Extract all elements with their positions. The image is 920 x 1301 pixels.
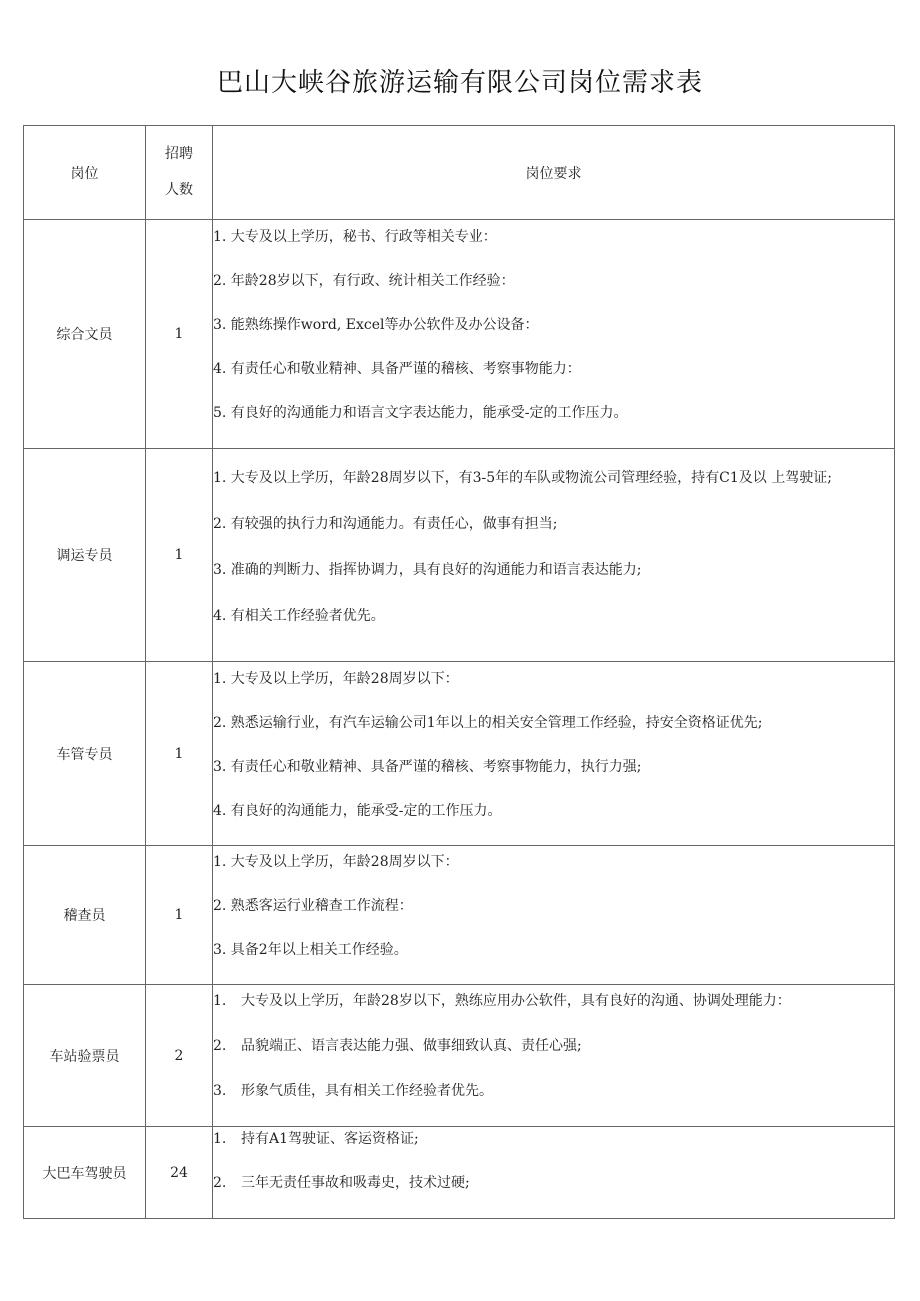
requirements-cell bbox=[213, 1127, 895, 1219]
header-count-line1: 招聘 bbox=[165, 146, 193, 162]
requirement-number: 2. bbox=[213, 1175, 227, 1191]
requirements-cell bbox=[213, 985, 895, 1127]
table-row bbox=[24, 1127, 895, 1219]
requirement-item: 3. 准确的判断力、指挥协调力，具有良好的沟通能力和语言表达能力; bbox=[213, 561, 642, 578]
table-row bbox=[24, 662, 895, 846]
requirement-text: 三年无责任事故和吸毒史，技术过硬; bbox=[241, 1175, 470, 1191]
position-cell: 大巴车驾驶员 bbox=[24, 1127, 146, 1219]
requirement-number: 2. bbox=[213, 1038, 227, 1054]
requirements-cell bbox=[213, 449, 895, 662]
requirement-item: 4. 有相关工作经验者优先。 bbox=[213, 607, 385, 624]
requirement-item bbox=[213, 1173, 894, 1193]
requirement-item: 1. 大专及以上学历，秘书、行政等相关专业： bbox=[213, 229, 497, 245]
requirement-item: 2. 熟悉客运行业稽查工作流程： bbox=[213, 898, 413, 914]
requirement-item: 2. 熟悉运输行业，有汽车运输公司1年以上的相关安全管理工作经验，持安全资格证优先; bbox=[213, 714, 763, 731]
requirement-text: 大专及以上学历，年龄28岁以下，熟练应用办公软件，具有良好的沟通、协调处理能力： bbox=[241, 993, 791, 1009]
requirement-item bbox=[213, 1129, 894, 1149]
requirement-number: 3. bbox=[213, 1083, 227, 1099]
requirement-item: 2. 有较强的执行力和沟通能力。有责任心，做事有担当; bbox=[213, 515, 558, 532]
table-row bbox=[24, 846, 895, 985]
count-cell: 1 bbox=[146, 449, 213, 662]
requirement-item: 1. 大专及以上学历，年龄28周岁以下，有3-5年的车队或物流公司管理经验，持有C1及以 上驾驶证; bbox=[213, 469, 832, 486]
requirement-item: 1. 大专及以上学历，年龄28周岁以下： bbox=[213, 854, 459, 870]
count-cell: 24 bbox=[146, 1127, 213, 1219]
requirement-item: 3. 具备2年以上相关工作经验。 bbox=[213, 942, 408, 958]
requirement-item: 3. 有责任心和敬业精神、具备严谨的稽核、考察事物能力，执行力强; bbox=[213, 758, 642, 775]
requirement-item: 5. 有良好的沟通能力和语言文字表达能力，能承受-定的工作压力。 bbox=[213, 405, 628, 421]
count-cell: 1 bbox=[146, 662, 213, 846]
header-requirements: 岗位要求 bbox=[213, 126, 895, 220]
table-row bbox=[24, 220, 895, 449]
requirement-item bbox=[213, 1036, 894, 1056]
header-count-line2: 人数 bbox=[165, 182, 193, 198]
requirement-item bbox=[213, 991, 894, 1011]
requirement-item: 3. 能熟练操作word, Excel等办公软件及办公设备： bbox=[213, 317, 539, 333]
table-row bbox=[24, 449, 895, 662]
header-position: 岗位 bbox=[24, 126, 146, 220]
requirement-item bbox=[213, 1081, 894, 1101]
requirement-item: 4. 有良好的沟通能力，能承受-定的工作压力。 bbox=[213, 802, 502, 819]
count-cell: 1 bbox=[146, 846, 213, 985]
job-requirements-table bbox=[23, 125, 895, 1219]
requirements-cell bbox=[213, 846, 895, 985]
position-cell: 车管专员 bbox=[24, 662, 146, 846]
requirements-cell bbox=[213, 220, 895, 449]
requirement-number: 1. bbox=[213, 993, 227, 1009]
position-cell: 调运专员 bbox=[24, 449, 146, 662]
table-row bbox=[24, 985, 895, 1127]
table-header-row bbox=[24, 126, 895, 220]
header-count bbox=[146, 126, 213, 220]
requirement-text: 持有A1驾驶证、客运资格证; bbox=[241, 1131, 419, 1147]
position-cell: 稽查员 bbox=[24, 846, 146, 985]
requirement-number: 1. bbox=[213, 1131, 227, 1147]
requirement-text: 形象气质佳，具有相关工作经验者优先。 bbox=[241, 1083, 493, 1099]
requirements-cell bbox=[213, 662, 895, 846]
position-cell: 综合文员 bbox=[24, 220, 146, 449]
count-cell: 1 bbox=[146, 220, 213, 449]
requirement-item: 4. 有责任心和敬业精神、具备严谨的稽核、考察事物能力： bbox=[213, 361, 581, 377]
count-cell: 2 bbox=[146, 985, 213, 1127]
requirement-item: 1. 大专及以上学历，年龄28周岁以下： bbox=[213, 670, 459, 687]
requirement-text: 品貌端正、语言表达能力强、做事细致认真、责任心强; bbox=[241, 1038, 582, 1054]
position-cell: 车站验票员 bbox=[24, 985, 146, 1127]
requirement-item: 2. 年龄28岁以下，有行政、统计相关工作经验： bbox=[213, 273, 515, 289]
page-title: 巴山大峡谷旅游运输有限公司岗位需求表 bbox=[216, 68, 703, 98]
